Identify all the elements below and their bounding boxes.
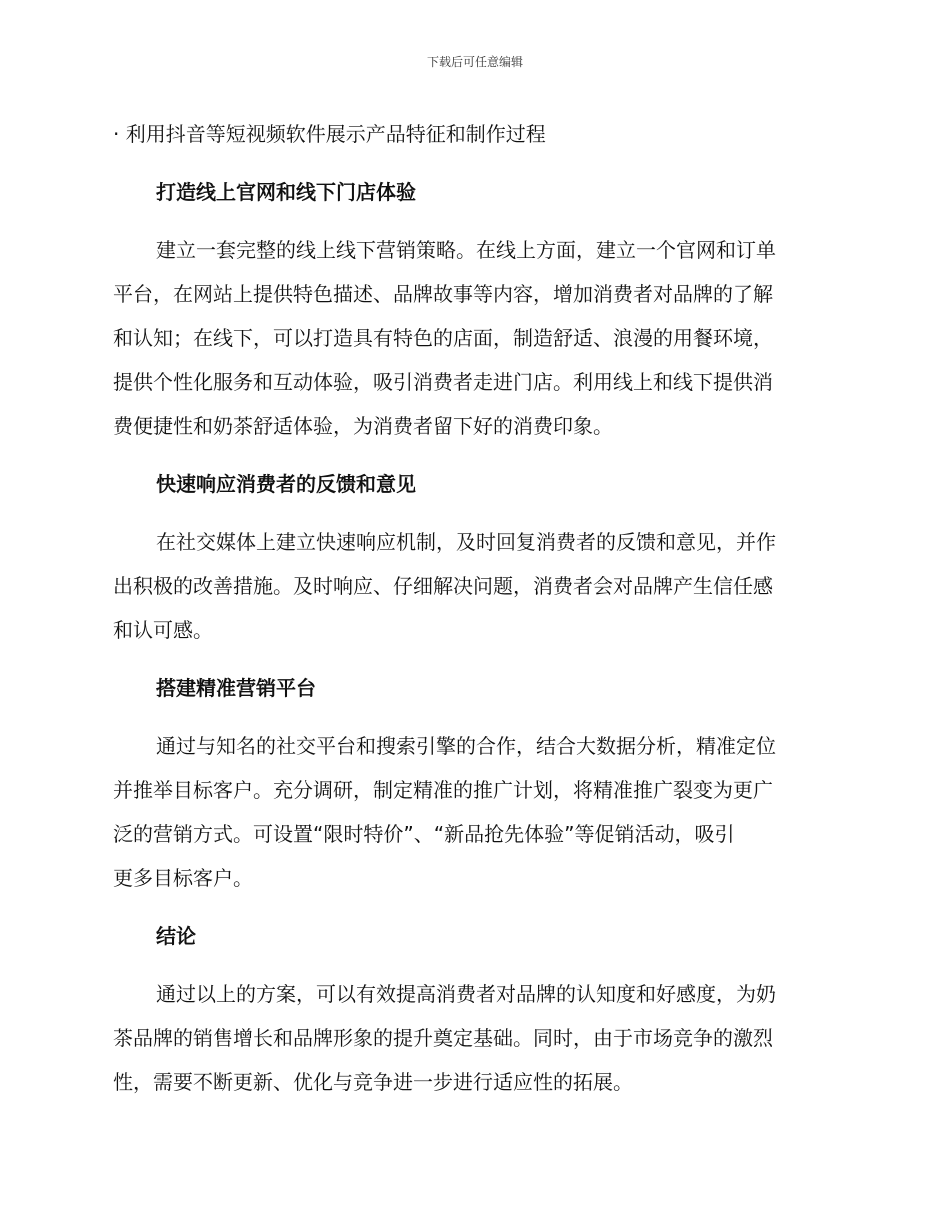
section-paragraph-online-offline (113, 228, 837, 448)
paragraph-line: 建立一套完整的线上线下营销策略。在线上方面，建立一个官网和订单 (156, 238, 776, 262)
paragraph-line: 平台，在网站上提供特色描述、品牌故事等内容，增加消费者对品牌的了解 (113, 282, 773, 306)
document-body (113, 112, 837, 1104)
paragraph-line: 更多目标客户。 (113, 866, 253, 890)
section-paragraph-conclusion (113, 972, 837, 1104)
section-heading-conclusion: 结论 (156, 924, 196, 948)
paragraph-line: 在社交媒体上建立快速响应机制，及时回复消费者的反馈和意见，并作 (156, 530, 776, 554)
paragraph-line: 通过与知名的社交平台和搜索引擎的合作，结合大数据分析，精准定位 (156, 734, 776, 758)
bullet-item: · 利用抖音等短视频软件展示产品特征和制作过程 (113, 122, 546, 146)
section-paragraph-feedback (113, 520, 837, 652)
page-header: 下载后可任意编辑 (426, 55, 523, 69)
paragraph-line: 出积极的改善措施。及时响应、仔细解决问题，消费者会对品牌产生信任感 (113, 574, 773, 598)
paragraph-line: 和认知；在线下，可以打造具有特色的店面，制造舒适、浪漫的用餐环境， (113, 326, 773, 350)
section-heading-precision-marketing: 搭建精准营销平台 (156, 676, 316, 700)
section-heading-online-offline: 打造线上官网和线下门店体验 (156, 180, 416, 204)
paragraph-line: 茶品牌的销售增长和品牌形象的提升奠定基础。同时，由于市场竞争的激烈 (113, 1026, 773, 1050)
paragraph-line: 性，需要不断更新、优化与竞争进一步进行适应性的拓展。 (113, 1070, 633, 1094)
section-heading-feedback: 快速响应消费者的反馈和意见 (156, 472, 416, 496)
paragraph-line: 并推举目标客户。充分调研，制定精准的推广计划，将精准推广裂变为更广 (113, 778, 773, 802)
paragraph-line: 泛的营销方式。可设置“限时特价”、“新品抢先体验”等促销活动，吸引 (113, 822, 735, 846)
section-paragraph-precision-marketing (113, 724, 837, 900)
paragraph-line: 和认可感。 (113, 618, 213, 642)
paragraph-line: 提供个性化服务和互动体验，吸引消费者走进门店。利用线上和线下提供消 (113, 370, 773, 394)
paragraph-line: 费便捷性和奶茶舒适体验，为消费者留下好的消费印象。 (113, 414, 613, 438)
paragraph-line: 通过以上的方案，可以有效提高消费者对品牌的认知度和好感度，为奶 (156, 982, 776, 1006)
